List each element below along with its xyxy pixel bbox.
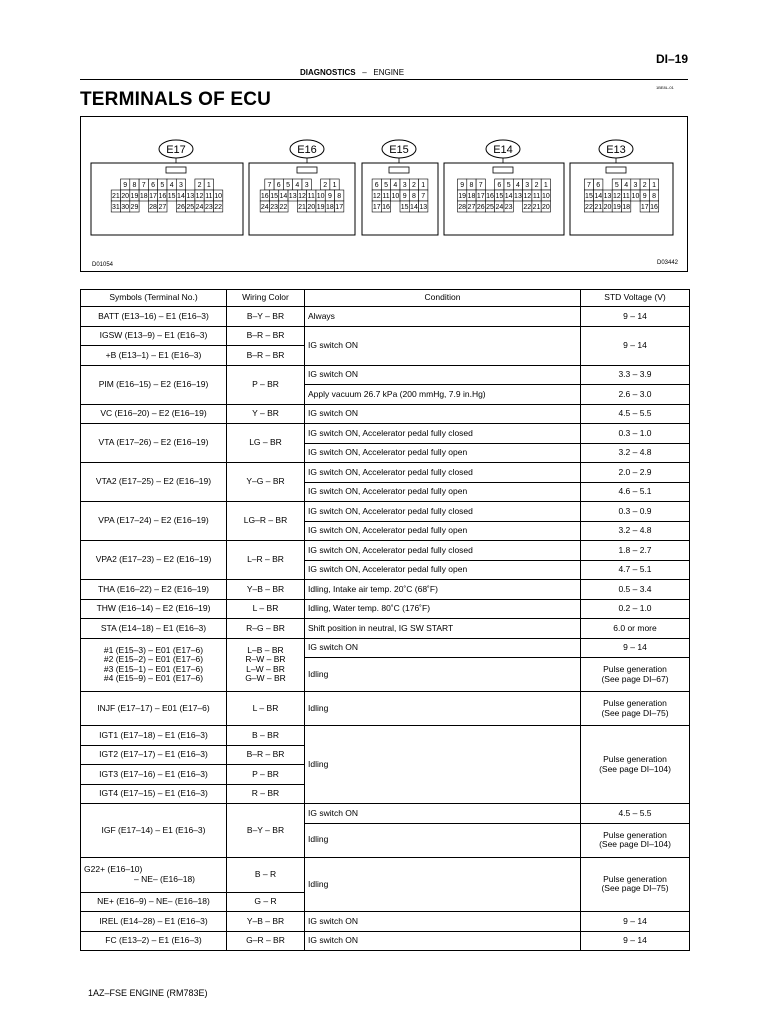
- pin-number: 15: [585, 193, 593, 200]
- table-row: [81, 541, 690, 561]
- table-row: [81, 326, 690, 346]
- pin-number: 1: [206, 182, 211, 189]
- pin-number: 6: [276, 182, 281, 189]
- table-row: [81, 580, 690, 600]
- symbol-cell: VTA (E17–26) – E2 (E16–19): [81, 424, 227, 463]
- color-cell: B–R – BR: [227, 346, 305, 366]
- pin-number: 16: [382, 204, 390, 211]
- pin-number: 13: [419, 204, 428, 211]
- voltage-cell: 0.5 – 3.4: [581, 580, 690, 600]
- voltage-cell: 3.2 – 4.8: [581, 521, 690, 541]
- voltage-cell: 4.6 – 5.1: [581, 482, 690, 502]
- symbol-cell: IGT1 (E17–18) – E1 (E16–3): [81, 726, 227, 746]
- pin-number: 15: [167, 193, 176, 200]
- connector-latch: [297, 167, 317, 173]
- condition-cell: Idling, Water temp. 80˚C (176˚F): [305, 599, 581, 619]
- condition-cell: Always: [305, 307, 581, 327]
- pin-number: 5: [384, 182, 389, 189]
- condition-cell: IG switch ON: [305, 365, 581, 385]
- color-cell: B – R: [227, 857, 305, 892]
- pin-number: 21: [594, 204, 603, 211]
- pin-number: 20: [121, 193, 130, 200]
- symbol-line: #4 (E15–9) – E01 (E17–6): [103, 673, 204, 684]
- color-line: R–W – BR: [245, 654, 286, 665]
- pin-number: 6: [497, 182, 502, 189]
- pin-number: 13: [288, 193, 297, 200]
- pin-number: 10: [631, 193, 640, 200]
- symbol-cell: IREL (E14–28) – E1 (E16–3): [81, 912, 227, 932]
- symbol-cell: THA (E16–22) – E2 (E16–19): [81, 580, 227, 600]
- pin-number: 30: [121, 204, 130, 211]
- pin-number: 25: [486, 204, 494, 211]
- pin-number: 14: [504, 193, 513, 200]
- pin-number: 24: [495, 204, 504, 211]
- pin-number: 14: [410, 204, 418, 211]
- pin-number: 16: [260, 193, 269, 200]
- pin-number: 12: [612, 193, 621, 200]
- color-cell: G–R – BR: [227, 931, 305, 951]
- symbol-cell: [81, 638, 227, 692]
- voltage-line: (See page DI–75): [601, 707, 669, 718]
- pin-number: 9: [642, 193, 647, 200]
- pin-number: 13: [603, 193, 612, 200]
- symbol-cell: IGT3 (E17–16) – E1 (E16–3): [81, 765, 227, 785]
- pin-number: 2: [197, 182, 202, 189]
- voltage-line: (See page DI–104): [599, 839, 671, 849]
- condition-cell: IG switch ON: [305, 931, 581, 951]
- symbol-cell: IGSW (E13–9) – E1 (E16–3): [81, 326, 227, 346]
- condition-cell: Idling: [305, 823, 581, 857]
- pin-number: 18: [622, 204, 631, 211]
- symbol-cell: VPA (E17–24) – E2 (E16–19): [81, 502, 227, 541]
- pin-number: 11: [205, 193, 213, 200]
- page-footer: 1AZ–FSE ENGINE (RM783E): [88, 988, 208, 998]
- voltage-cell: 9 – 14: [581, 912, 690, 932]
- pin-number: 20: [541, 204, 550, 211]
- color-cell: P – BR: [227, 765, 305, 785]
- symbol-cell: THW (E16–14) – E2 (E16–19): [81, 599, 227, 619]
- diagram-label-left: D01054: [92, 262, 114, 268]
- pin-number: 23: [204, 204, 213, 211]
- symbol-line: #2 (E15–2) – E01 (E17–6): [103, 654, 204, 665]
- pin-number: 13: [186, 193, 195, 200]
- condition-cell: IG switch ON, Accelerator pedal fully open: [305, 521, 581, 541]
- pin-number: 13: [514, 193, 522, 200]
- color-line: L–W – BR: [246, 663, 285, 674]
- color-cell: Y – BR: [227, 404, 305, 424]
- color-cell: B–Y – BR: [227, 307, 305, 327]
- pin-number: 7: [478, 182, 483, 189]
- color-cell: B–R – BR: [227, 326, 305, 346]
- pin-number: 10: [391, 193, 400, 200]
- pin-number: 5: [160, 182, 165, 189]
- symbol-cell: STA (E14–18) – E1 (E16–3): [81, 619, 227, 639]
- voltage-line: (See page DI–67): [601, 673, 669, 684]
- symbol-cell: NE+ (E16–9) – NE– (E16–18): [81, 892, 227, 912]
- pin-number: 8: [411, 193, 416, 200]
- pin-number: 3: [402, 182, 407, 189]
- voltage-cell: 9 – 14: [581, 931, 690, 951]
- symbol-cell: PIM (E16–15) – E2 (E16–19): [81, 365, 227, 404]
- pin-number: 7: [267, 182, 272, 189]
- pin-number: 11: [307, 193, 315, 200]
- condition-cell: Idling, Intake air temp. 20˚C (68˚F): [305, 580, 581, 600]
- page-title: TERMINALS OF ECU: [80, 89, 272, 110]
- connector-latch: [493, 167, 513, 173]
- symbol-line: #3 (E15–1) – E01 (E17–6): [103, 663, 204, 674]
- pin-number: 3: [525, 182, 530, 189]
- header-section: DIAGNOSTICS: [300, 68, 356, 77]
- header-condition: Condition: [305, 290, 581, 307]
- connector-latch: [606, 167, 626, 173]
- voltage-cell: 3.3 – 3.9: [581, 365, 690, 385]
- pin-number: 26: [476, 204, 485, 211]
- condition-cell: IG switch ON: [305, 638, 581, 658]
- pin-number: 24: [260, 204, 269, 211]
- pin-number: 12: [372, 193, 381, 200]
- pin-number: 7: [421, 193, 426, 200]
- pin-number: 4: [624, 182, 629, 189]
- header-wiring-color: Wiring Color: [227, 290, 305, 307]
- connector-e13: [570, 140, 673, 235]
- header-subsection: ENGINE: [373, 68, 405, 77]
- condition-cell: IG switch ON: [305, 326, 581, 365]
- pin-number: 1: [652, 182, 657, 189]
- pin-number: 17: [640, 204, 649, 211]
- pin-number: 17: [372, 204, 381, 211]
- symbol-cell: IGF (E17–14) – E1 (E16–3): [81, 804, 227, 858]
- table-row: [81, 307, 690, 327]
- condition-cell: Idling: [305, 692, 581, 726]
- pin-number: 10: [316, 193, 325, 200]
- color-cell: L–R – BR: [227, 541, 305, 580]
- condition-cell: IG switch ON, Accelerator pedal fully closed: [305, 502, 581, 522]
- voltage-cell: 4.5 – 5.5: [581, 404, 690, 424]
- voltage-line: Pulse generation: [603, 829, 667, 840]
- pin-number: 9: [123, 182, 128, 189]
- color-cell: B–R – BR: [227, 745, 305, 765]
- pin-number: 8: [469, 182, 474, 189]
- table-row: [81, 804, 690, 824]
- voltage-cell: 4.7 – 5.1: [581, 560, 690, 580]
- pin-number: 2: [323, 182, 328, 189]
- pin-number: 12: [523, 193, 532, 200]
- pin-number: 21: [111, 193, 120, 200]
- voltage-cell: [581, 857, 690, 912]
- pin-number: 6: [374, 182, 379, 189]
- pin-number: 23: [270, 204, 278, 211]
- pin-number: 24: [195, 204, 204, 211]
- connector-e17: [91, 140, 243, 235]
- color-line: G–W – BR: [245, 673, 286, 684]
- condition-cell: IG switch ON: [305, 912, 581, 932]
- pin-number: 9: [460, 182, 465, 189]
- pin-number: 15: [495, 193, 504, 200]
- color-cell: Y–B – BR: [227, 580, 305, 600]
- header-separator: –: [362, 68, 367, 77]
- pin-number: 22: [523, 204, 532, 211]
- pin-number: 7: [141, 182, 146, 189]
- pin-number: 17: [476, 193, 485, 200]
- table-row: [81, 365, 690, 385]
- pin-number: 9: [327, 193, 332, 200]
- symbol-cell: VTA2 (E17–25) – E2 (E16–19): [81, 463, 227, 502]
- voltage-line: Pulse generation: [603, 873, 667, 884]
- pin-number: 11: [532, 193, 541, 200]
- pin-number: 14: [279, 193, 288, 200]
- pin-number: 1: [421, 182, 426, 189]
- pin-number: 21: [298, 204, 306, 211]
- condition-cell: Idling: [305, 726, 581, 804]
- pin-number: 21: [532, 204, 541, 211]
- voltage-line: (See page DI–104): [599, 763, 671, 774]
- symbol-cell: VPA2 (E17–23) – E2 (E16–19): [81, 541, 227, 580]
- condition-cell: IG switch ON, Accelerator pedal fully closed: [305, 424, 581, 444]
- pin-number: 16: [486, 193, 494, 200]
- color-cell: [227, 638, 305, 692]
- color-line: L–B – BR: [247, 644, 284, 655]
- pin-number: 4: [169, 182, 174, 189]
- voltage-cell: 4.5 – 5.5: [581, 804, 690, 824]
- symbol-cell: [81, 857, 227, 892]
- voltage-cell: 3.2 – 4.8: [581, 443, 690, 463]
- pin-number: 10: [214, 193, 223, 200]
- color-cell: L – BR: [227, 692, 305, 726]
- pin-number: 18: [467, 193, 476, 200]
- color-cell: Y–G – BR: [227, 463, 305, 502]
- pin-number: 14: [594, 193, 603, 200]
- symbol-line: G22+ (E16–10): [84, 864, 143, 874]
- voltage-cell: [581, 823, 690, 857]
- terminals-table: [80, 289, 690, 951]
- pin-number: 2: [642, 182, 647, 189]
- pin-number: 15: [400, 204, 409, 211]
- pin-number: 7: [586, 182, 591, 189]
- pin-number: 19: [130, 193, 139, 200]
- voltage-line: Pulse generation: [603, 698, 667, 708]
- header-rule: [80, 79, 688, 80]
- connector-latch: [166, 167, 186, 173]
- color-cell: LG–R – BR: [227, 502, 305, 541]
- connector-label: E17: [166, 144, 186, 156]
- pin-number: 8: [132, 182, 137, 189]
- pin-number: 27: [158, 204, 167, 211]
- pin-number: 29: [130, 204, 139, 211]
- symbol-cell: IGT2 (E17–17) – E1 (E16–3): [81, 745, 227, 765]
- page-number: DI–19: [656, 52, 689, 66]
- pin-number: 23: [504, 204, 513, 211]
- color-cell: P – BR: [227, 365, 305, 404]
- pin-number: 5: [506, 182, 511, 189]
- condition-cell: IG switch ON, Accelerator pedal fully open: [305, 482, 581, 502]
- connector-label: E15: [389, 144, 409, 156]
- color-cell: Y–B – BR: [227, 912, 305, 932]
- voltage-cell: 9 – 14: [581, 326, 690, 365]
- condition-cell: IG switch ON, Accelerator pedal fully closed: [305, 463, 581, 483]
- pin-number: 8: [337, 193, 342, 200]
- pin-number: 10: [541, 193, 550, 200]
- voltage-cell: [581, 658, 690, 692]
- voltage-line: (See page DI–75): [601, 883, 669, 894]
- pin-number: 14: [177, 193, 185, 200]
- table-row: [81, 692, 690, 726]
- voltage-line: Pulse generation: [603, 664, 667, 674]
- pin-number: 20: [603, 204, 612, 211]
- voltage-cell: 0.2 – 1.0: [581, 599, 690, 619]
- condition-cell: Idling: [305, 658, 581, 692]
- pin-number: 22: [585, 204, 593, 211]
- pin-number: 16: [158, 193, 167, 200]
- pin-number: 31: [111, 204, 120, 211]
- pin-number: 3: [178, 182, 183, 189]
- condition-cell: Shift position in neutral, IG SW START: [305, 619, 581, 639]
- voltage-cell: 0.3 – 1.0: [581, 424, 690, 444]
- connector-e15: [362, 140, 438, 235]
- pin-number: 22: [279, 204, 288, 211]
- symbol-cell: BATT (E13–16) – E1 (E16–3): [81, 307, 227, 327]
- pin-number: 9: [402, 193, 407, 200]
- header-std-voltage: STD Voltage (V): [581, 290, 690, 307]
- pin-number: 12: [195, 193, 204, 200]
- connector-diagram-svg: [81, 117, 687, 271]
- table-row: [81, 931, 690, 951]
- pin-number: 27: [467, 204, 476, 211]
- voltage-cell: 2.0 – 2.9: [581, 463, 690, 483]
- pin-number: 28: [149, 204, 157, 211]
- condition-cell: IG switch ON: [305, 404, 581, 424]
- table-row: [81, 463, 690, 483]
- voltage-cell: [581, 726, 690, 804]
- pin-number: 12: [298, 193, 306, 200]
- table-row: [81, 424, 690, 444]
- condition-cell: IG switch ON: [305, 804, 581, 824]
- pin-number: 8: [652, 193, 657, 200]
- voltage-cell: 0.3 – 0.9: [581, 502, 690, 522]
- pin-number: 1: [332, 182, 337, 189]
- diagram-label-right: D03442: [657, 260, 679, 266]
- table-row: [81, 857, 690, 892]
- pin-number: 2: [411, 182, 416, 189]
- condition-cell: IG switch ON, Accelerator pedal fully open: [305, 443, 581, 463]
- color-cell: B–Y – BR: [227, 804, 305, 858]
- connector-e16: [249, 140, 355, 235]
- connector-e14: [444, 140, 564, 235]
- pin-number: 25: [186, 204, 195, 211]
- running-header: [300, 68, 404, 77]
- pin-number: 18: [326, 204, 334, 211]
- pin-number: 11: [622, 193, 630, 200]
- corner-code: 1BE8L-01: [656, 85, 674, 90]
- pin-number: 17: [335, 204, 344, 211]
- pin-number: 15: [270, 193, 278, 200]
- condition-cell: IG switch ON, Accelerator pedal fully closed: [305, 541, 581, 561]
- pin-number: 4: [515, 182, 520, 189]
- connector-latch: [389, 167, 409, 173]
- table-row: [81, 638, 690, 658]
- table-row: [81, 404, 690, 424]
- color-cell: R–G – BR: [227, 619, 305, 639]
- pin-number: 11: [382, 193, 390, 200]
- pin-number: 19: [316, 204, 325, 211]
- symbol-cell: FC (E13–2) – E1 (E16–3): [81, 931, 227, 951]
- color-cell: R – BR: [227, 784, 305, 804]
- voltage-cell: 9 – 14: [581, 307, 690, 327]
- table-header-row: [81, 290, 690, 307]
- pin-number: 18: [139, 193, 148, 200]
- color-cell: L – BR: [227, 599, 305, 619]
- symbol-cell: IGT4 (E17–15) – E1 (E16–3): [81, 784, 227, 804]
- voltage-cell: 1.8 – 2.7: [581, 541, 690, 561]
- header-symbols: Symbols (Terminal No.): [81, 290, 227, 307]
- color-cell: G – R: [227, 892, 305, 912]
- pin-number: 22: [214, 204, 223, 211]
- table-row: [81, 502, 690, 522]
- pin-number: 4: [295, 182, 300, 189]
- pin-number: 5: [614, 182, 619, 189]
- pin-number: 4: [393, 182, 398, 189]
- pin-number: 20: [307, 204, 316, 211]
- pin-number: 17: [149, 193, 157, 200]
- symbol-line: – NE– (E16–18): [134, 873, 195, 884]
- pin-number: 19: [612, 204, 621, 211]
- symbol-cell: VC (E16–20) – E2 (E16–19): [81, 404, 227, 424]
- connector-label: E16: [297, 144, 317, 156]
- color-cell: LG – BR: [227, 424, 305, 463]
- pin-number: 26: [177, 204, 185, 211]
- pin-number: 2: [534, 182, 539, 189]
- symbol-cell: +B (E13–1) – E1 (E16–3): [81, 346, 227, 366]
- pin-number: 28: [458, 204, 467, 211]
- pin-number: 16: [650, 204, 658, 211]
- table-row: [81, 619, 690, 639]
- pin-number: 6: [596, 182, 601, 189]
- symbol-cell: INJF (E17–17) – E01 (E17–6): [81, 692, 227, 726]
- connector-label: E14: [493, 144, 513, 156]
- voltage-cell: 9 – 14: [581, 638, 690, 658]
- color-cell: B – BR: [227, 726, 305, 746]
- voltage-cell: [581, 692, 690, 726]
- pin-number: 3: [633, 182, 638, 189]
- pin-number: 6: [151, 182, 156, 189]
- condition-cell: Apply vacuum 26.7 kPa (200 mmHg, 7.9 in.Hg): [305, 385, 581, 405]
- ecu-connector-diagram: [80, 116, 688, 272]
- condition-cell: Idling: [305, 857, 581, 912]
- pin-number: 1: [543, 182, 548, 189]
- pin-number: 19: [458, 193, 467, 200]
- voltage-cell: 2.6 – 3.0: [581, 385, 690, 405]
- symbol-line: #1 (E15–3) – E01 (E17–6): [103, 644, 204, 655]
- table-row: [81, 599, 690, 619]
- pin-number: 3: [304, 182, 309, 189]
- table-row: [81, 726, 690, 746]
- connector-label: E13: [606, 144, 626, 156]
- voltage-cell: 6.0 or more: [581, 619, 690, 639]
- condition-cell: IG switch ON, Accelerator pedal fully open: [305, 560, 581, 580]
- pin-number: 5: [286, 182, 291, 189]
- voltage-line: Pulse generation: [603, 754, 667, 764]
- table-row: [81, 912, 690, 932]
